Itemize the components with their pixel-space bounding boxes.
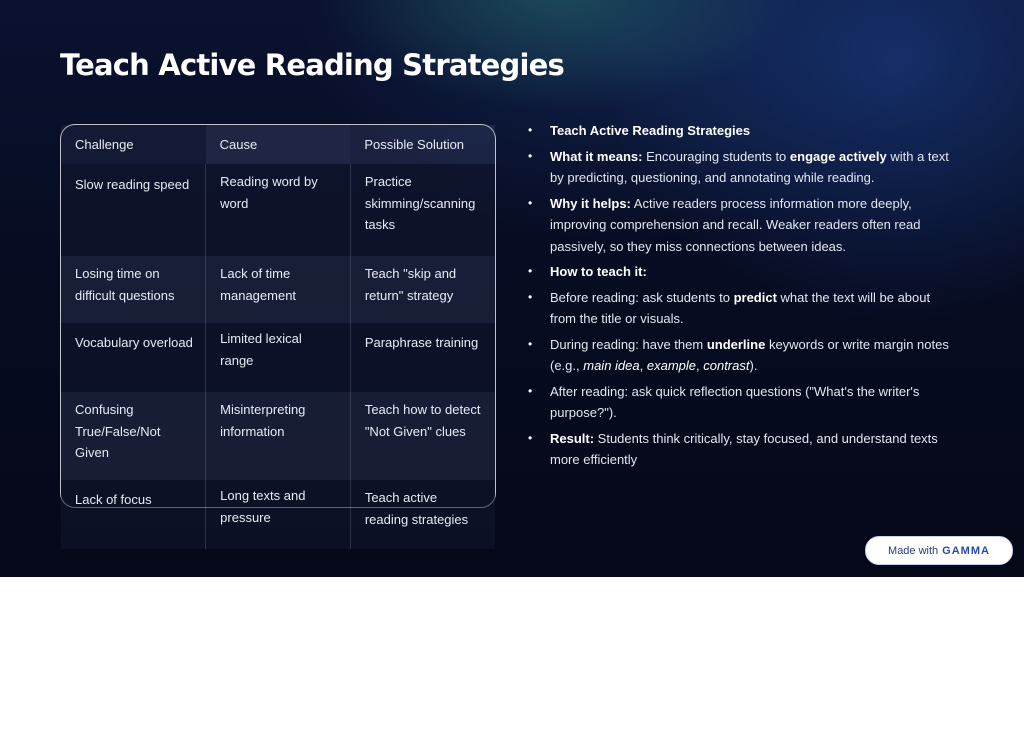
badge-prefix: Made with — [888, 544, 939, 557]
cell-cause: Lack of time management — [206, 256, 351, 323]
bullet-text: During reading: have them — [550, 336, 707, 352]
strategy-bullet-list — [528, 120, 958, 475]
list-item — [528, 193, 958, 258]
bullet-text: Students think critically, stay focused, and understand texts more efficiently — [550, 430, 938, 467]
bullet-dot-icon: • — [528, 148, 533, 163]
table-header-row — [61, 125, 495, 164]
bullet-text: After reading: ask quick reflection questions ("What's the writer's purpose?"). — [550, 383, 920, 420]
bullet-dot-icon: • — [528, 383, 533, 398]
strategy-table — [60, 124, 496, 527]
bullet-separator: , — [696, 358, 704, 373]
bullet-dot-icon: • — [528, 123, 533, 137]
cell-cause: Long texts and pressure — [206, 480, 351, 549]
made-with-gamma-badge[interactable] — [865, 536, 1013, 565]
header-cause: Cause — [206, 125, 351, 164]
bullet-dot-icon: • — [528, 336, 533, 351]
cell-solution: Teach "skip and return" strategy — [350, 256, 495, 323]
cell-solution: Teach how to detect "Not Given" clues — [350, 392, 495, 480]
bullet-separator: , — [639, 358, 647, 373]
list-item — [528, 287, 958, 330]
cell-solution: Teach active reading strategies — [350, 480, 495, 549]
slide-title: Teach Active Reading Strategies — [60, 48, 564, 82]
cell-challenge: Losing time on difficult questions — [61, 256, 206, 323]
bullet-emphasis: underline — [706, 336, 766, 352]
cell-challenge: Confusing True/False/Not Given — [61, 392, 206, 480]
bullet-italic: example — [646, 358, 696, 373]
header-solution: Possible Solution — [350, 125, 495, 164]
bullet-text: Active readers process information more deeply, improving comprehension and recall. Weaker readers often read passively, so they miss connections between ideas. — [550, 195, 921, 254]
bullet-text: what the text will be about from the title or visuals. — [550, 289, 931, 326]
bullet-label: What it means: — [550, 148, 643, 164]
bullet-dot-icon: • — [528, 264, 533, 278]
bullet-heading: How to teach it: — [550, 264, 647, 279]
bullet-dot-icon: • — [528, 430, 533, 445]
cell-cause: Limited lexical range — [206, 323, 351, 392]
bullet-text: Encouraging students to — [642, 148, 790, 164]
bullet-italic: main idea — [583, 358, 640, 373]
list-item — [528, 261, 958, 283]
cell-challenge: Slow reading speed — [61, 164, 206, 256]
cell-solution: Paraphrase training — [350, 323, 495, 392]
list-item — [528, 146, 958, 189]
bullet-heading: Teach Active Reading Strategies — [550, 123, 751, 138]
bullet-emphasis: predict — [733, 289, 777, 305]
list-item — [528, 334, 958, 377]
bullet-text: with a text by predicting, questioning, and annotating while reading. — [550, 148, 949, 185]
gamma-logo: GAMMA — [942, 544, 990, 557]
bullet-text: keywords or write margin notes (e.g., — [550, 336, 949, 373]
cell-cause: Misinterpreting information — [206, 392, 351, 480]
table-row — [61, 480, 495, 549]
cell-challenge: Lack of focus — [61, 480, 206, 549]
table-row — [61, 392, 495, 480]
list-item — [528, 120, 958, 142]
header-challenge: Challenge — [61, 125, 206, 164]
bullet-label: Result: — [550, 430, 595, 446]
cell-solution: Practice skimming/scanning tasks — [350, 164, 495, 256]
bullet-italic: contrast — [703, 358, 750, 373]
bullet-emphasis: engage actively — [789, 148, 887, 164]
list-item — [528, 381, 958, 424]
bullet-text: Before reading: ask students to — [550, 289, 734, 305]
list-item — [528, 428, 958, 471]
bullet-label: Why it helps: — [550, 195, 631, 211]
bullet-dot-icon: • — [528, 289, 533, 304]
cell-cause: Reading word by word — [206, 164, 351, 256]
table-row — [61, 323, 495, 392]
bullet-text: ). — [749, 358, 758, 373]
bullet-dot-icon: • — [528, 195, 533, 210]
table-row — [61, 164, 495, 256]
table-row — [61, 256, 495, 323]
cell-challenge: Vocabulary overload — [61, 323, 206, 392]
